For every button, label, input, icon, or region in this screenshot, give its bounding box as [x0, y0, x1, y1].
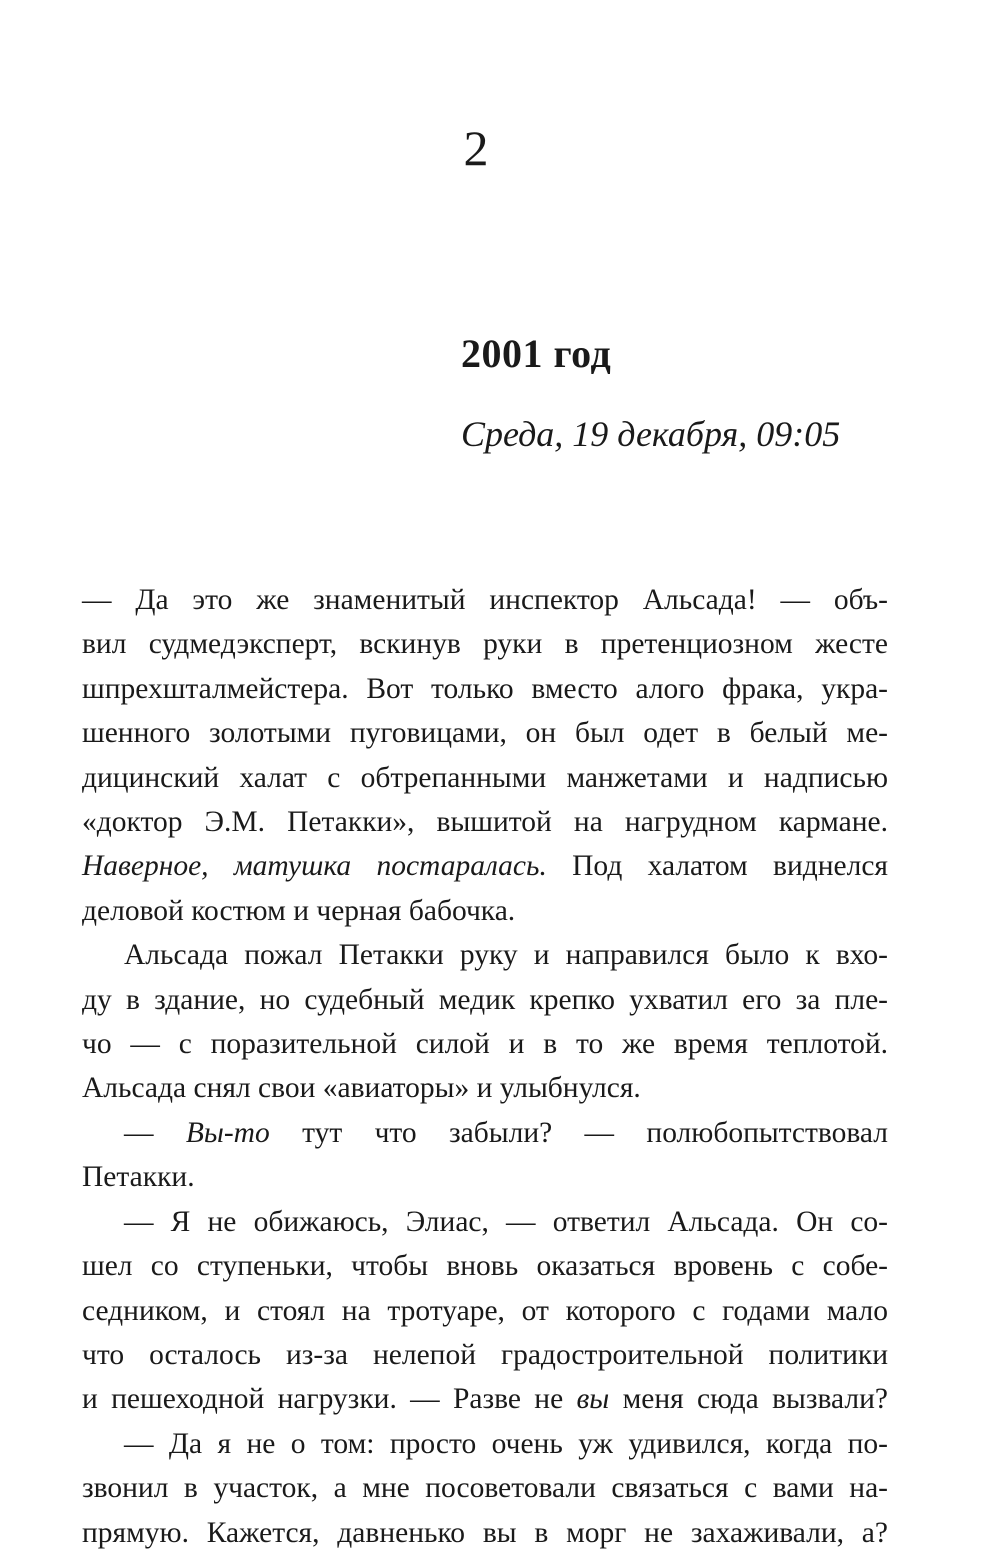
text-line [82, 1066, 888, 1110]
text-line [82, 1200, 888, 1244]
text-run: шенного золотыми пуговицами, он был одет в белый ме- [82, 717, 888, 750]
text-run: седником, и стоял на тротуаре, от которого с годами мало [82, 1294, 888, 1327]
text-run: что осталось из-за нелепой градостроительной политики [82, 1338, 888, 1371]
text-run: шпрехшталмейстера. Вот только вместо алого фрака, укра- [82, 672, 888, 705]
text-line [82, 1333, 888, 1377]
chapter-number: 2 [463, 120, 489, 176]
text-line [82, 578, 888, 622]
text-run: меня сюда вызвали? [609, 1383, 888, 1416]
text-line [82, 1244, 888, 1288]
text-run: ду в здание, но судебный медик крепко ухватил его за пле- [82, 983, 888, 1016]
text-run: чо — с поразительной силой и в то же время теплотой. [82, 1028, 888, 1061]
text-run: деловой костюм и черная бабочка. [82, 894, 516, 927]
text-run: — Я не обижаюсь, Элиас, — ответил Альсада. Он со- [124, 1205, 888, 1238]
text-line [82, 1155, 888, 1199]
year-heading: 2001 год [461, 331, 612, 376]
text-run: тут что забыли? — полюбопытствовал [269, 1116, 889, 1149]
text-run: дицинский халат с обтрепанными манжетами и надписью [82, 761, 888, 794]
text-run: и пешеходной нагрузки. — Разве не [82, 1383, 577, 1416]
text-line [82, 1422, 888, 1466]
text-run: звонил в участок, а мне посоветовали связаться с вами на- [82, 1472, 888, 1505]
body-text [82, 578, 888, 1555]
text-run: Петакки. [82, 1161, 195, 1194]
text-line [82, 1022, 888, 1066]
text-run: — Да это же знаменитый инспектор Альсада! — объ- [82, 584, 888, 616]
text-line [82, 1466, 888, 1510]
text-run: Альсада снял свои «авиаторы» и улыбнулся. [82, 1072, 641, 1105]
text-line [82, 1289, 888, 1333]
text-run: шел со ступеньки, чтобы вновь оказаться вровень с собе- [82, 1250, 888, 1283]
text-line [82, 933, 888, 977]
text-line [82, 844, 888, 888]
text-run: — Да я не о том: просто очень уж удивился, когда по- [124, 1427, 888, 1460]
text-run: прямую. Кажется, давненько вы в морг не захаживали, а? [82, 1516, 888, 1549]
text-line [82, 756, 888, 800]
text-line [82, 800, 888, 844]
text-line [82, 622, 888, 666]
text-line [82, 1511, 888, 1555]
italic-text: Наверное, матушка постаралась. [82, 850, 547, 883]
text-run: «доктор Э.М. Петакки», вышитой на нагрудном кармане. [82, 806, 888, 839]
text-line [82, 711, 888, 755]
text-run: Под халатом виднелся [546, 850, 888, 883]
text-run: вил судмедэксперт, вскинув руки в претенциозном жесте [82, 628, 888, 661]
text-line [82, 1111, 888, 1155]
text-line [82, 889, 888, 933]
italic-text: вы [576, 1383, 610, 1416]
text-line [82, 978, 888, 1022]
text-line [82, 667, 888, 711]
text-run: Альсада пожал Петакки руку и направился было к вхо- [124, 939, 888, 972]
text-line [82, 1377, 888, 1421]
text-run: — [124, 1116, 186, 1149]
dateline: Среда, 19 декабря, 09:05 [461, 414, 841, 454]
italic-text: Вы-то [185, 1116, 270, 1149]
